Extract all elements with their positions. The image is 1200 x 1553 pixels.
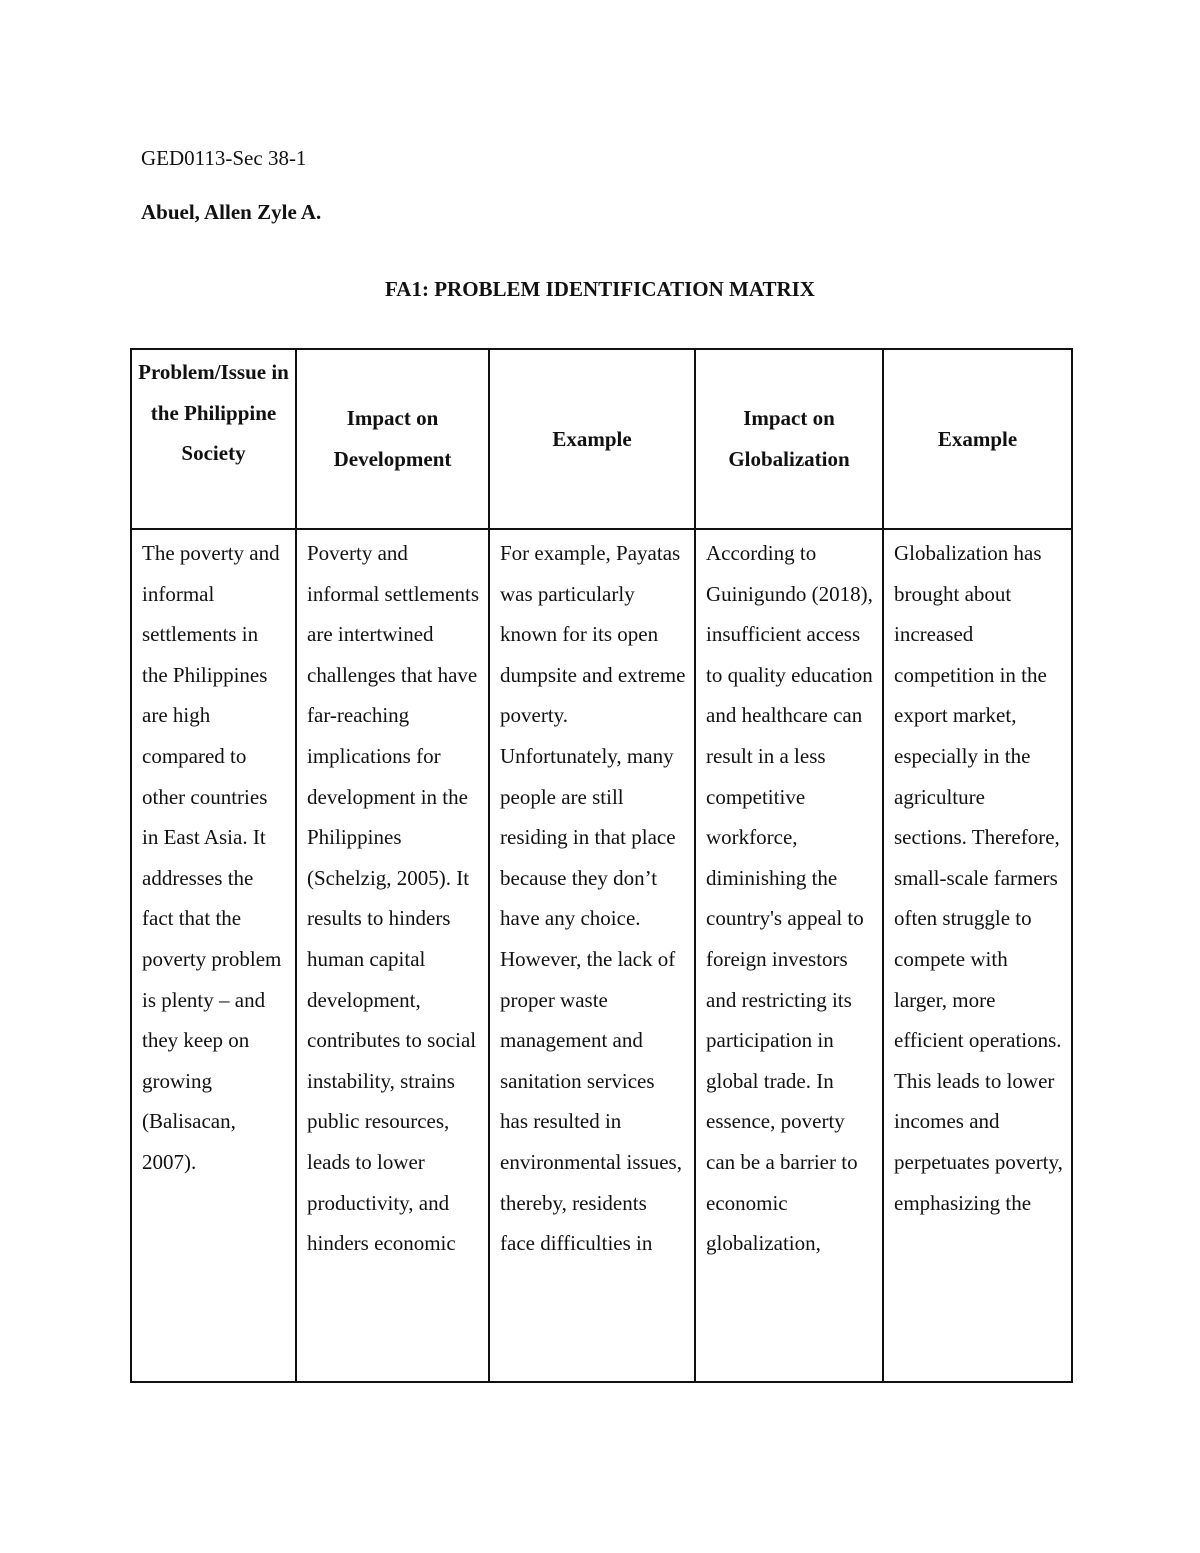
- header-example-globalization: Example: [883, 349, 1072, 529]
- problem-identification-matrix: [130, 348, 1073, 1383]
- document-title: FA1: PROBLEM IDENTIFICATION MATRIX: [385, 277, 815, 301]
- cell-example-development-text: For example, Payatas was particularly known for its open dumpsite and extreme poverty. Unfortunately, many people are still residing in that place because they don’t have any choice. However, the lack of proper waste management and sanitation services has resulted in environmental issues, thereby, residents face difficulties in: [500, 541, 686, 1256]
- header-example-development: Example: [489, 349, 695, 529]
- header-problem: Problem/Issue in the Philippine Society: [131, 349, 296, 529]
- cell-problem: [131, 529, 296, 1382]
- cell-impact-globalization-text: According to Guinigundo (2018), insufficient access to quality education and healthcare can result in a less competitive workforce, diminishing the country's appeal to foreign investors and restricting its participation in global trade. In essence, poverty can be a barrier to economic globalization,: [706, 541, 873, 1256]
- cell-example-globalization: [883, 529, 1072, 1382]
- cell-problem-text: The poverty and informal settlements in the Philippines are high compared to other countries in East Asia. It addresses the fact that the poverty problem is plenty – and they keep on growing (Balisacan, 2007).: [142, 541, 282, 1174]
- header-row: [131, 349, 1072, 529]
- author-name: Abuel, Allen Zyle A.: [141, 200, 322, 224]
- cell-impact-development-text: Poverty and informal settlements are intertwined challenges that have far-reaching implications for development in the Philippines (Schelzig, 2005). It results to hinders human capital development, contributes to social instability, strains public resources, leads to lower productivity, and hinders economic: [307, 541, 480, 1256]
- table-row: [131, 529, 1072, 1382]
- header-impact-development: Impact on Development: [296, 349, 489, 529]
- cell-example-globalization-text: Globalization has brought about increased competition in the export market, especially in the agriculture sections. Therefore, small-scale farmers often struggle to compete with larger, more efficient operations. This leads to lower incomes and perpetuates poverty, emphasizing the: [894, 541, 1063, 1215]
- cell-impact-development: [296, 529, 489, 1382]
- course-section: GED0113-Sec 38-1: [141, 146, 307, 170]
- header-impact-globalization: Impact on Globalization: [695, 349, 883, 529]
- cell-example-development: [489, 529, 695, 1382]
- cell-impact-globalization: [695, 529, 883, 1382]
